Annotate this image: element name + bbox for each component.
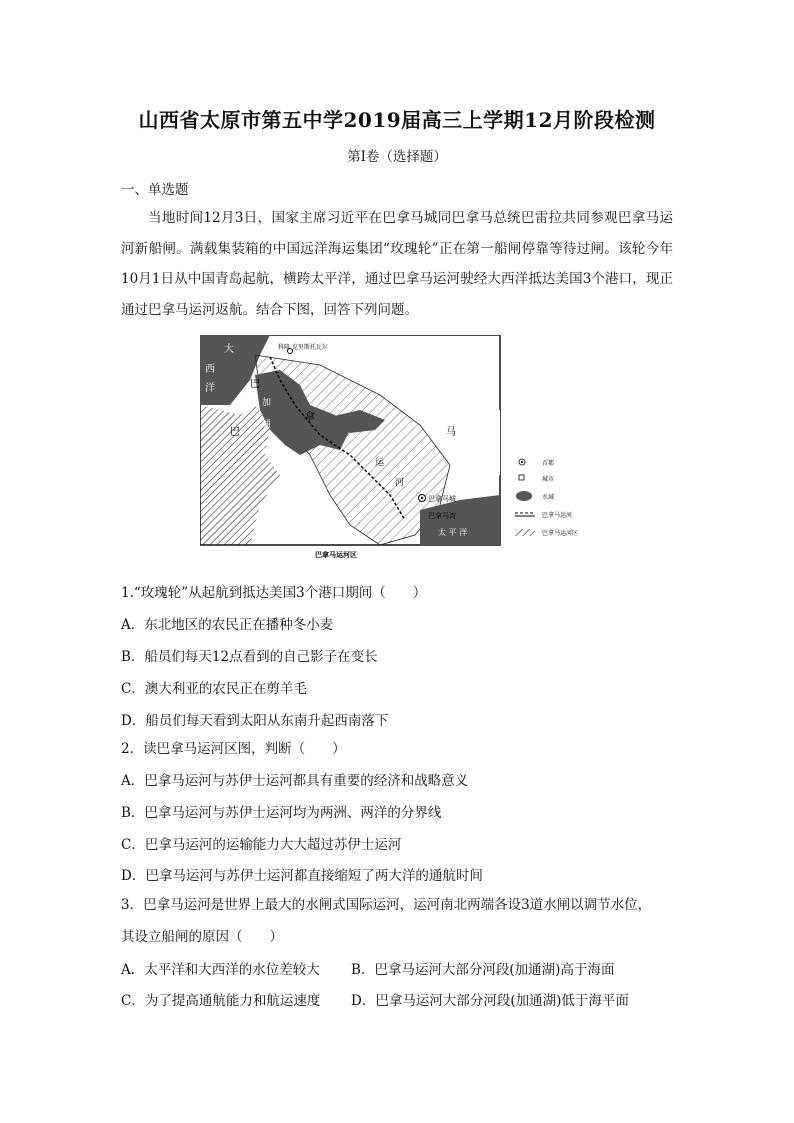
map-label-da: 大 [224,344,234,355]
question-1-option-d: D．船员们每天看到太阳从东南升起西南落下 [121,713,389,729]
question-3-stem-line1: 3．巴拿马运河是世界上最大的水闸式国际运河，运河南北两端各设3道水闸以调节水位， [121,897,652,913]
map-legend [515,459,578,537]
map-label-yun: 运 [375,458,385,468]
panama-canal-map [200,335,602,563]
map-label-pacific: 太 平 洋 [438,528,468,537]
legend-city: 城市 [542,476,555,483]
map-label-panama-city: 巴拿马城 [428,495,456,503]
question-3-option-c: C．为了提高通航能力和航运速度 [121,993,321,1009]
question-3-stem-line2: 其设立船闸的原因（ ） [121,929,283,945]
question-1-option-a: A．东北地区的农民正在播种冬小麦 [121,617,334,633]
map-caption: 巴拿马运河区 [315,551,357,559]
map-label-tong: 通 [262,420,272,430]
section-heading: 一、单选题 [121,182,189,198]
map-label-hu: 湖 [262,442,272,452]
question-2-option-b: B．巴拿马运河与苏伊士运河均为两洲、两洋的分界线 [121,805,442,821]
legend-water: 水域 [542,494,555,501]
intro-paragraph: 当地时间12月3日，国家主席习近平在巴拿马城同巴拿马总统巴雷拉共同参观巴拿马运河新船闸。满载集装箱的中国远洋海运集团“玫瑰轮”正在第一船闸停靠等待过闸。该轮今年10月1日从中国青岛起航，横跨太平洋，通过巴拿马运河驶经大西洋抵达美国3个港口，现正通过巴拿马运河返航。结合下图，回答下列问题。 [121,210,673,318]
map-label-na: 拿 [305,412,315,423]
map-label-yang: 洋 [205,383,215,394]
question-1-stem: 1.“玫瑰轮”从起航到抵达美国3个港口期间（ ） [121,585,427,601]
question-3-option-d: D．巴拿马运河大部分河段(加通湖)低于海平面 [351,993,629,1009]
question-2-option-c: C．巴拿马运河的运输能力大大超过苏伊士运河 [121,837,402,853]
legend-canal: 巴拿马运河 [542,512,573,519]
map-label-panama-bay: 巴拿马湾 [428,512,456,520]
question-1-option-c: C．澳大利亚的农民正在剪羊毛 [121,681,307,697]
legend-canal-zone: 巴拿马运河区 [542,530,579,537]
question-3-option-a: A．太平洋和大西洋的水位差较大 [121,962,320,978]
map-label-ba: 巴 [250,379,260,390]
map-label-xi: 西 [205,364,215,375]
map-label-top: 科隆 克里斯托瓦尔 [278,344,328,351]
legend-capital: 首都 [542,460,555,467]
question-1-option-b: B．船员们每天12点看到的自己影子在变长 [121,649,378,665]
map-label-jia: 加 [262,398,272,408]
map-label-ba2: 巴 [230,427,240,438]
map-label-ma: 马 [446,427,456,438]
map-label-he: 河 [395,478,405,488]
question-2-option-d: D．巴拿马运河与苏伊士运河都直接缩短了两大洋的通航时间 [121,868,483,884]
question-2-stem: 2．读巴拿马运河区图，判断（ ） [121,741,346,757]
page-title: 山西省太原市第五中学2019届高三上学期12月阶段检测 [138,108,656,132]
question-2-option-a: A．巴拿马运河与苏伊士运河都具有重要的经济和战略意义 [121,773,469,789]
question-3-option-b: B．巴拿马运河大部分河段(加通湖)高于海面 [351,962,615,978]
volume-subtitle: 第Ⅰ卷（选择题） [347,149,447,165]
